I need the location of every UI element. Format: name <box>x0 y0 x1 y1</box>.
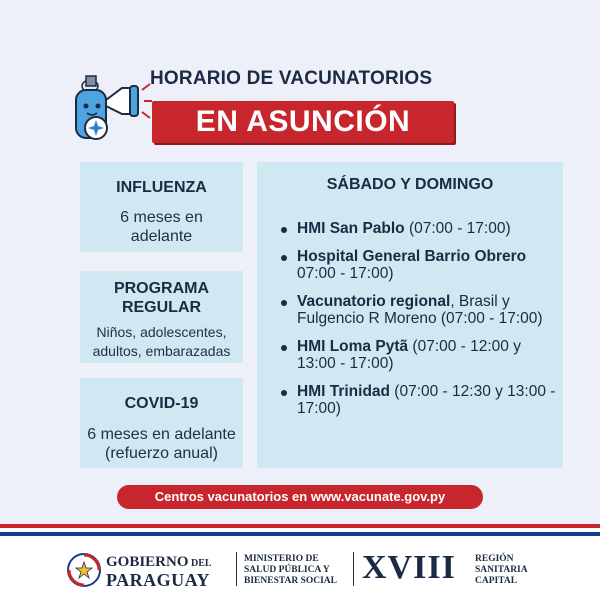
card-regular-body <box>80 323 243 361</box>
ministry-line3: BIENESTAR SOCIAL <box>244 576 338 586</box>
government-del: DEL <box>188 558 212 569</box>
card-regular-program <box>80 271 243 363</box>
weekend-title: SÁBADO Y DOMINGO <box>326 176 494 193</box>
center-name: HMI Loma Pytã <box>297 338 409 355</box>
region-logo-text <box>475 554 528 587</box>
list-item <box>279 383 557 417</box>
card-influenza <box>80 162 243 252</box>
card-covid <box>80 378 243 468</box>
list-item <box>279 220 557 237</box>
center-detail: (07:00 - 17:00) <box>404 220 511 237</box>
card-regular-title-line1: PROGRAMA <box>113 280 210 297</box>
national-seal-icon <box>66 552 102 588</box>
center-detail: , Brasil y Fulgencio R Moreno (07:00 - 17:00) <box>297 293 543 327</box>
center-detail: (07:00 - 12:30 y 13:00 - 17:00) <box>297 383 556 417</box>
center-name: HMI San Pablo <box>297 220 405 237</box>
card-covid-body <box>80 425 243 463</box>
ministry-logo-text <box>244 554 337 587</box>
card-regular-line1: Niños, adolescentes, <box>96 324 227 340</box>
region-line3: CAPITAL <box>475 576 518 586</box>
center-name: HMI Trinidad <box>297 383 390 400</box>
list-item <box>279 293 557 327</box>
title-city-banner: EN ASUNCIÓN <box>152 101 454 143</box>
region-line1: REGIÓN <box>475 554 514 564</box>
card-influenza-title: INFLUENZA <box>116 179 207 196</box>
card-regular-title-line2: REGULAR <box>121 299 202 316</box>
footer-logos <box>0 536 600 600</box>
government-word: GOBIERNO <box>106 554 189 570</box>
center-detail: 07:00 - 17:00) <box>297 265 394 282</box>
region-number: XVIII <box>362 549 456 586</box>
center-name: Hospital General Barrio Obrero <box>297 248 527 265</box>
list-item <box>279 248 557 282</box>
card-covid-line1: 6 meses en adelante <box>87 426 236 443</box>
card-regular-line2: adultos, embarazadas <box>92 343 231 359</box>
center-detail: (07:00 - 12:00 y 13:00 - 17:00) <box>297 338 521 372</box>
ministry-line1: MINISTERIO DE <box>244 554 319 564</box>
list-item <box>279 338 557 372</box>
divider <box>236 552 237 586</box>
center-list <box>279 220 557 428</box>
divider <box>353 552 354 586</box>
card-covid-line2: (refuerzo anual) <box>105 445 218 462</box>
card-influenza-line2: adelante <box>130 228 193 245</box>
government-logo-text <box>106 554 212 588</box>
card-weekend-centers <box>257 162 563 468</box>
center-name: Vacunatorio regional <box>297 293 451 310</box>
ministry-line2: SALUD PÚBLICA Y <box>244 565 330 575</box>
card-regular-title <box>80 279 243 317</box>
card-covid-title: COVID-19 <box>124 395 199 412</box>
title-schedule: HORARIO DE VACUNATORIOS <box>150 68 433 89</box>
card-influenza-body <box>80 208 243 246</box>
website-link-banner[interactable]: Centros vacunatorios en www.vacunate.gov.py <box>117 485 483 509</box>
vaccine-mascot-icon <box>62 66 154 152</box>
region-line2: SANITARIA <box>475 565 528 575</box>
card-influenza-line1: 6 meses en <box>120 209 203 226</box>
government-country: PARAGUAY <box>106 570 211 590</box>
